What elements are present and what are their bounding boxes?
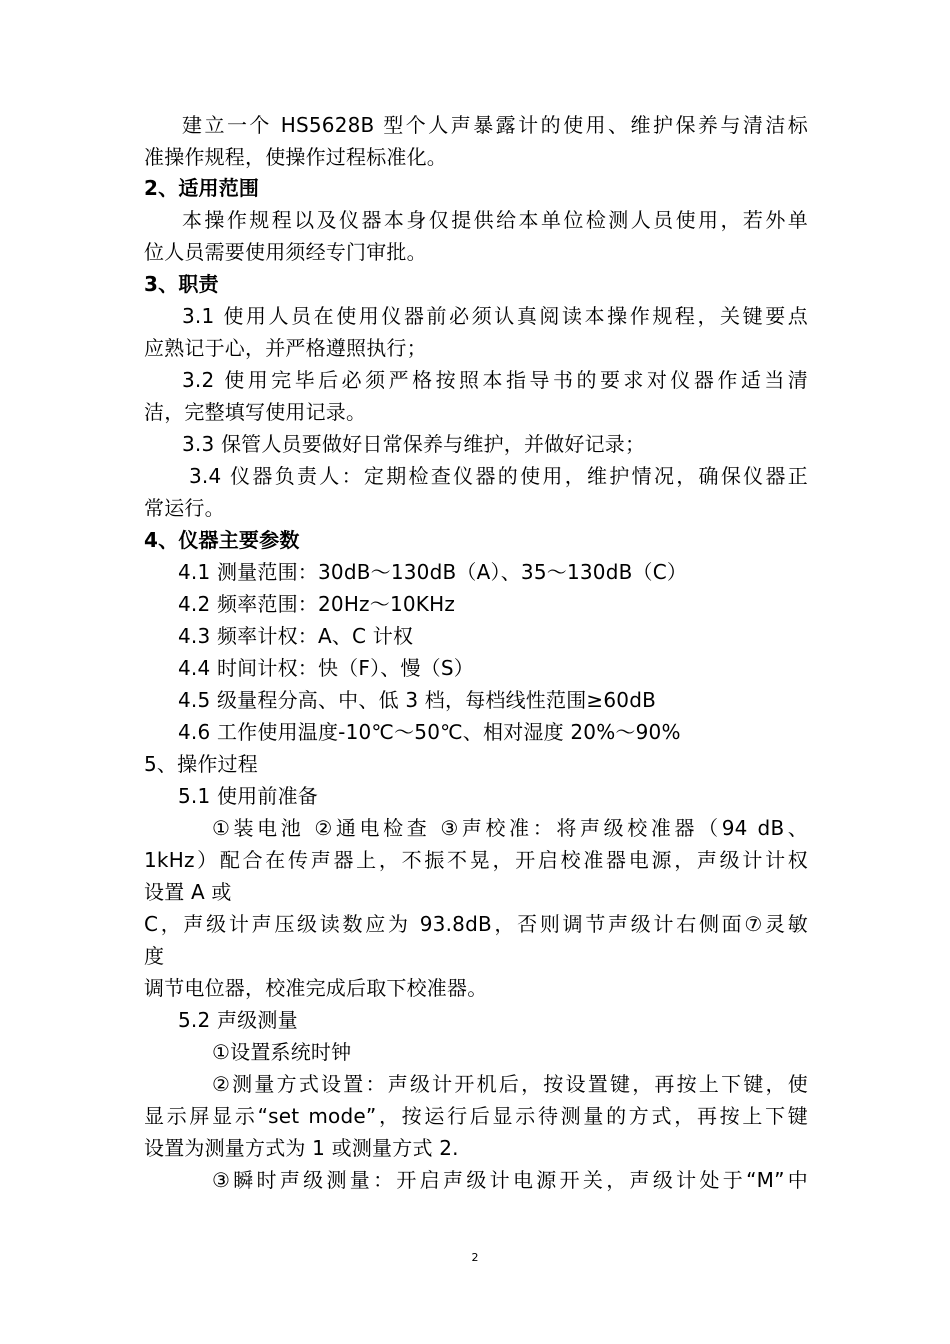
paragraph-line: 本操作规程以及仪器本身仅提供给本单位检测人员使用，若外单 — [182, 208, 808, 232]
section-heading: 3、职责 — [144, 272, 219, 296]
page-number: 2 — [471, 1251, 479, 1264]
paragraph-line: 4.3 频率计权：A、C 计权 — [178, 624, 414, 648]
section-heading: 4、仪器主要参数 — [144, 528, 300, 552]
paragraph-line: ①设置系统时钟 — [212, 1040, 352, 1064]
paragraph-line: 4.6 工作使用温度-10℃～50℃、相对湿度 20%～90% — [178, 720, 681, 744]
paragraph-line: 建立一个 HS5628B 型个人声暴露计的使用、维护保养与清洁标 — [182, 113, 808, 137]
paragraph-line: 度 — [144, 944, 165, 968]
paragraph-line: 3.2 使用完毕后必须严格按照本指导书的要求对仪器作适当清 — [182, 368, 808, 392]
paragraph-line: 常运行。 — [144, 496, 225, 520]
paragraph-line: 应熟记于心，并严格遵照执行； — [144, 336, 427, 360]
paragraph-line: 准操作规程，使操作过程标准化。 — [144, 145, 447, 169]
paragraph-line: 4.2 频率范围：20Hz～10KHz — [178, 592, 456, 616]
section-heading: 2、适用范围 — [144, 176, 260, 200]
paragraph-line: 设置为测量方式为 1 或测量方式 2. — [144, 1136, 459, 1160]
paragraph-line: 4.5 级量程分高、中、低 3 档，每档线性范围≥60dB — [178, 688, 657, 712]
paragraph-line: 3.4 仪器负责人：定期检查仪器的使用，维护情况，确保仪器正 — [189, 464, 808, 488]
section-heading: 5、操作过程 — [144, 752, 258, 776]
paragraph-line: 3.3 保管人员要做好日常保养与维护，并做好记录； — [182, 432, 646, 456]
paragraph-line: 4.4 时间计权：快（F）、慢（S） — [178, 656, 474, 680]
paragraph-line: 5.2 声级测量 — [178, 1008, 298, 1032]
paragraph-line: 显示屏显示“set mode”，按运行后显示待测量的方式，再按上下键 — [144, 1104, 808, 1128]
paragraph-line: ②测量方式设置：声级计开机后，按设置键，再按上下键，使 — [212, 1072, 808, 1096]
paragraph-line: 调节电位器，校准完成后取下校准器。 — [144, 976, 488, 1000]
paragraph-line: 5.1 使用前准备 — [178, 784, 318, 808]
paragraph-line: ①装电池 ②通电检查 ③声校准：将声级校准器（94 dB、 — [212, 816, 808, 840]
paragraph-line: C，声级计声压级读数应为 93.8dB，否则调节声级计右侧面⑦灵敏 — [144, 912, 808, 936]
paragraph-line: 1kHz）配合在传声器上，不振不晃，开启校准器电源，声级计计权 — [144, 848, 808, 872]
paragraph-line: 位人员需要使用须经专门审批。 — [144, 240, 427, 264]
paragraph-line: 设置 A 或 — [144, 880, 232, 904]
paragraph-line: ③瞬时声级测量：开启声级计电源开关，声级计处于“M”中 — [212, 1168, 808, 1192]
paragraph-line: 洁，完整填写使用记录。 — [144, 400, 367, 424]
paragraph-line: 4.1 测量范围：30dB～130dB（A）、35～130dB（C） — [178, 560, 688, 584]
paragraph-line: 3.1 使用人员在使用仪器前必须认真阅读本操作规程，关键要点 — [182, 304, 808, 328]
